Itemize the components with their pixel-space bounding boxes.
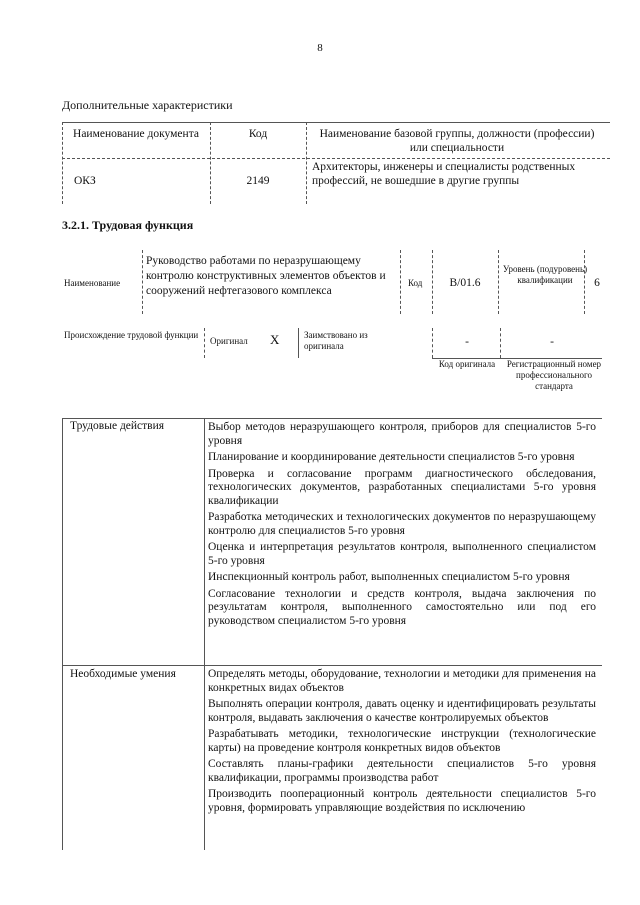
origin-border-2 (298, 328, 299, 358)
origin-border-3 (432, 328, 433, 358)
origin-border-4 (500, 328, 501, 358)
section-title: Дополнительные характеристики (62, 98, 233, 112)
origin-mark: X (270, 332, 280, 347)
code-label: Код (408, 278, 423, 288)
table2-top-line (62, 418, 602, 419)
table-top-line (62, 122, 610, 123)
header-code: Код (248, 128, 268, 140)
code-left-border (432, 250, 433, 314)
skill-item: Производить пооперационный контроль деятельности специалистов 5-го уровня, формировать управляющие воздействия по исключению (208, 788, 596, 814)
level-border (584, 250, 585, 314)
header-doc: Наименование документа (73, 128, 199, 140)
code-right-border (498, 250, 499, 314)
table2-section-line (62, 665, 602, 666)
name-label: Наименование (64, 278, 121, 288)
code-caption: Код оригинала (438, 359, 496, 369)
action-item: Разработка методических и технологических документов по неразрушающему контролю для специалистов 5-го уровня (208, 511, 596, 537)
skill-item: Определять методы, оборудование, технологии и методики для применения на конкретных видах объектов (208, 668, 596, 694)
table-header-line (62, 158, 610, 159)
name-left-border (142, 250, 143, 314)
origin-dash-2: - (550, 336, 554, 348)
name-value: Руководство работами по неразрушающему контролю конструктивных элементов объектов и сооружений нефтегазового комплекса (146, 255, 386, 297)
table2-divider (204, 418, 205, 850)
skill-item: Разрабатывать методики, технологические инструкции (технологические карты) на проведение контроля конкретных видов объектов (208, 728, 596, 754)
table-border-2 (306, 122, 307, 204)
origin-borrowed: Заимствовано из оригинала (304, 330, 368, 351)
row-code: 2149 (246, 175, 270, 187)
action-item: Согласование технологии и средств контроля, выдача заключения по результатам контроля, выполненного самостоятельно или под его руководством специалистом 5-го уровня (208, 587, 596, 627)
skill-item: Составлять планы-графики деятельности специалистов 5-го уровня квалификации, программы производства работ (208, 758, 596, 784)
name-right-border (400, 250, 401, 314)
page-number: 8 (317, 42, 323, 54)
row-base: Архитекторы, инженеры и специалисты родственных профессий, не вошедшие в другие группы (312, 161, 576, 187)
function-title: 3.2.1. Трудовая функция (62, 218, 194, 232)
skills-list (208, 668, 596, 815)
skills-label: Необходимые умения (70, 668, 176, 680)
table-border-left (62, 122, 63, 204)
origin-dash-1: - (465, 336, 469, 348)
action-item: Выбор методов неразрушающего контроля, приборов для специалистов 5-го уровня (208, 421, 596, 447)
origin-label: Происхождение трудовой функции (64, 330, 199, 340)
reg-caption: Регистрационный номер профессионального стандарта (506, 359, 602, 391)
action-item: Проверка и согласование программ диагностического обследования, технологических документов, разработанных специалистами 5-го уровня квалификации (208, 467, 596, 507)
skill-item: Выполнять операции контроля, давать оценку и идентифицировать результаты контроля, выдавать заключения о качестве контролируемых объектов (208, 698, 596, 724)
row-doc: ОКЗ (74, 175, 96, 187)
code-value: B/01.6 (449, 277, 481, 289)
action-item: Планирование и координирование деятельности специалистов 5-го уровня (208, 451, 575, 463)
origin-original: Оригинал (210, 336, 248, 346)
level-value: 6 (594, 277, 600, 289)
level-label: Уровень (подуровень) квалификации (502, 264, 588, 285)
action-item: Оценка и интерпретация результатов контроля, выполненного специалистом 5-го уровня (208, 541, 596, 567)
action-item: Инспекционный контроль работ, выполненных специалистом 5-го уровня (208, 571, 570, 583)
origin-border-1 (204, 328, 205, 358)
header-base: Наименование базовой группы, должности (профессии) или специальности (319, 128, 595, 154)
actions-list (208, 421, 596, 628)
table2-left-border (62, 418, 63, 850)
actions-label: Трудовые действия (70, 420, 165, 432)
table-border-1 (210, 122, 211, 204)
